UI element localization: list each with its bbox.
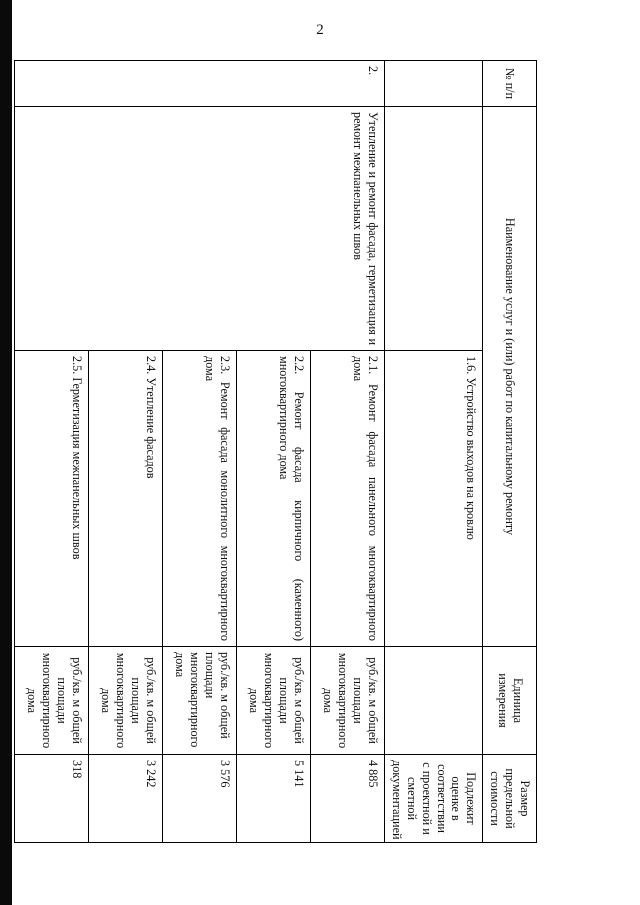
table-row	[311, 61, 385, 843]
cell-unit: руб./кв. м общей площади многоквартирного дома	[311, 647, 385, 755]
cell-group-name: Утепление и ремонт фасада, герметизация и ремонт межпанельных швов	[15, 107, 385, 351]
header-services: Наименование услуг и (или) работ по капитальному ремонту	[483, 107, 537, 647]
cell-work-name: 2.3. Ремонт фасада монолитного многоквартирного дома	[163, 351, 237, 647]
cell-cost: 5 141	[237, 755, 311, 843]
header-row	[483, 61, 537, 843]
cell-num	[385, 61, 483, 107]
page-number: 2	[316, 22, 324, 38]
cell-unit: руб./кв. м общей площади многоквартирного дома	[163, 647, 237, 755]
cell-work-name: 2.1. Ремонт фасада панельного многоквартирного дома	[311, 351, 385, 647]
cell-unit: руб./кв. м общей площади многоквартирного дома	[237, 647, 311, 755]
cell-cost: 318	[15, 755, 89, 843]
cell-unit: руб./кв. м общей площади многоквартирного дома	[89, 647, 163, 755]
cell-unit	[385, 647, 483, 755]
header-unit: Единица измерения	[483, 647, 537, 755]
cell-cost: Подлежит оценке в соответствии с проектной и сметной документацией	[385, 755, 483, 843]
cost-table	[14, 60, 537, 843]
cell-cost: 3 576	[163, 755, 237, 843]
table-row	[385, 61, 483, 843]
cell-work-name: 2.4. Утепление фасадов	[89, 351, 163, 647]
cell-unit: руб./кв. м общей площади многоквартирного дома	[15, 647, 89, 755]
cell-work-name: 2.5. Герметизация межпанельных швов	[15, 351, 89, 647]
header-num: № п/п	[483, 61, 537, 107]
cell-cost: 4 885	[311, 755, 385, 843]
header-cost: Размер предельной стоимости	[483, 755, 537, 843]
cell-work-name: 2.2. Ремонт фасада кирпичного (каменного) многоквартирного дома	[237, 351, 311, 647]
cell-work-name: 1.6. Устройство выходов на кровлю	[385, 351, 483, 647]
cell-num: 2.	[15, 61, 385, 107]
cell-group	[385, 107, 483, 351]
cell-cost: 3 242	[89, 755, 163, 843]
